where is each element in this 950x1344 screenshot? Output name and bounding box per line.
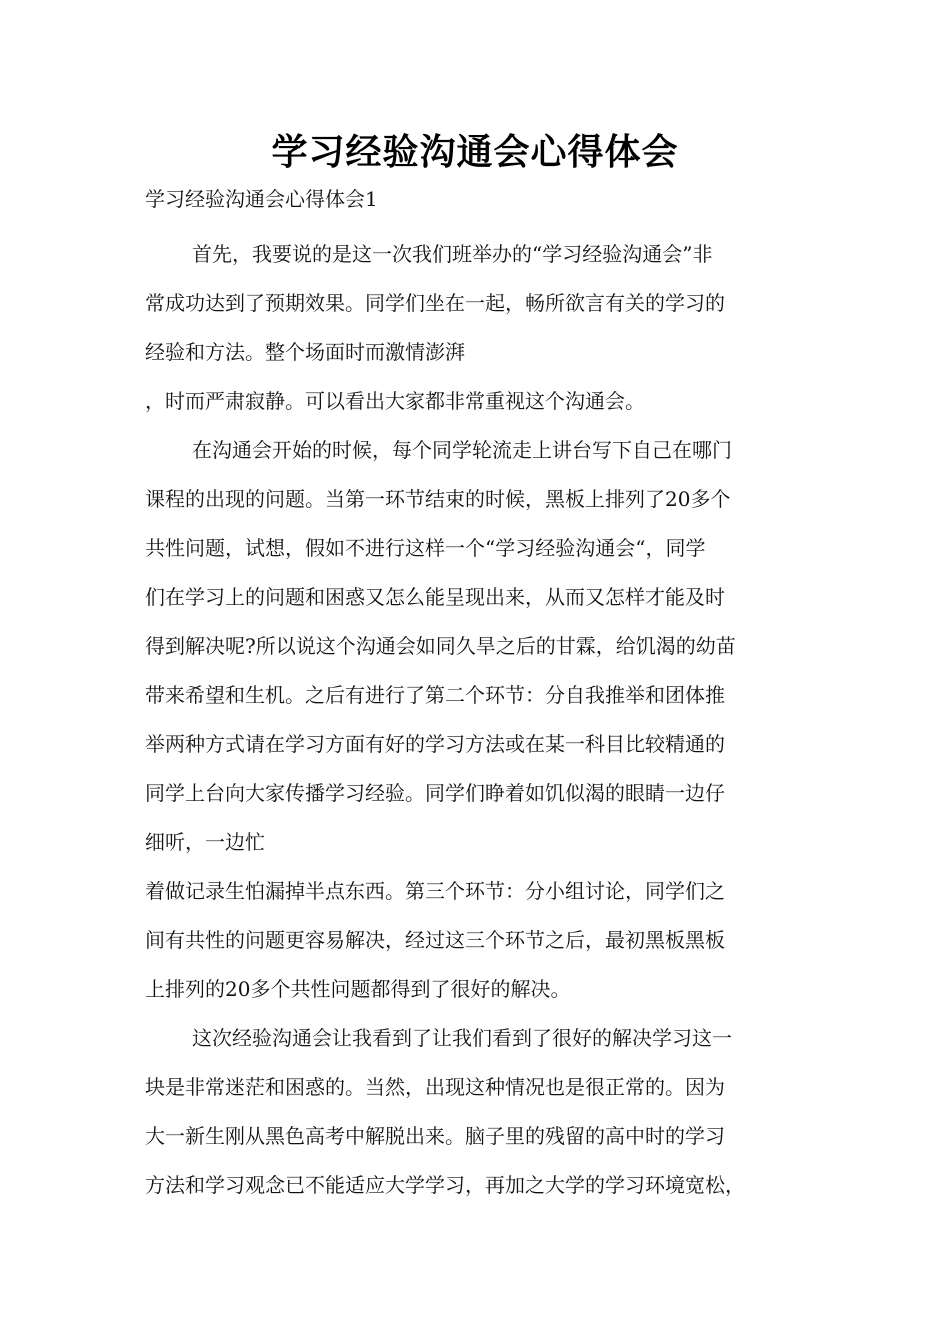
paragraph-line: 常成功达到了预期效果。同学们坐在一起，畅所欲言有关的学习的	[145, 291, 725, 315]
paragraph-line: 间有共性的问题更容易解决，经过这三个环节之后，最初黑板黑板	[145, 928, 725, 952]
paragraph-line: 共性问题，试想，假如不进行这样一个“学习经验沟通会“，同学	[145, 536, 706, 560]
paragraph-line: 大一新生刚从黑色高考中解脱出来。脑子里的残留的高中时的学习	[145, 1124, 725, 1148]
paragraph-line: 方法和学习观念已不能适应大学学习，再加之大学的学习环境宽松，	[145, 1173, 745, 1197]
section-heading: 学习经验沟通会心得体会1	[145, 187, 378, 211]
paragraph-line: 首先，我要说的是这一次我们班举办的“学习经验沟通会”非	[192, 242, 713, 266]
paragraph-line: 得到解决呢?所以说这个沟通会如同久旱之后的甘霖，给饥渴的幼苗	[145, 634, 736, 658]
paragraph-line: 着做记录生怕漏掉半点东西。第三个环节：分小组讨论，同学们之	[145, 879, 725, 903]
paragraph-line: 们在学习上的问题和困惑又怎么能呈现出来，从而又怎样才能及时	[145, 585, 725, 609]
paragraph-line: 经验和方法。整个场面时而激情澎湃	[145, 340, 465, 364]
paragraph-line: 带来希望和生机。之后有进行了第二个环节：分自我推举和团体推	[145, 683, 725, 707]
paragraph-line: 在沟通会开始的时候，每个同学轮流走上讲台写下自己在哪门	[192, 438, 732, 462]
paragraph-line: ，时而严肃寂静。可以看出大家都非常重视这个沟通会。	[145, 389, 645, 413]
paragraph-line: 同学上台向大家传播学习经验。同学们睁着如饥似渴的眼睛一边仔	[145, 781, 725, 805]
paragraph-line: 举两种方式请在学习方面有好的学习方法或在某一科目比较精通的	[145, 732, 725, 756]
paragraph-line: 细听，一边忙	[145, 830, 265, 854]
paragraph-line: 课程的出现的问题。当第一环节结束的时候，黑板上排列了20多个	[145, 487, 731, 511]
paragraph-line: 这次经验沟通会让我看到了让我们看到了很好的解决学习这一	[192, 1026, 732, 1050]
paragraph-line: 块是非常迷茫和困惑的。当然，出现这种情况也是很正常的。因为	[145, 1075, 725, 1099]
document-title: 学习经验沟通会心得体会	[271, 132, 679, 173]
paragraph-line: 上排列的20多个共性问题都得到了很好的解决。	[145, 977, 571, 1001]
